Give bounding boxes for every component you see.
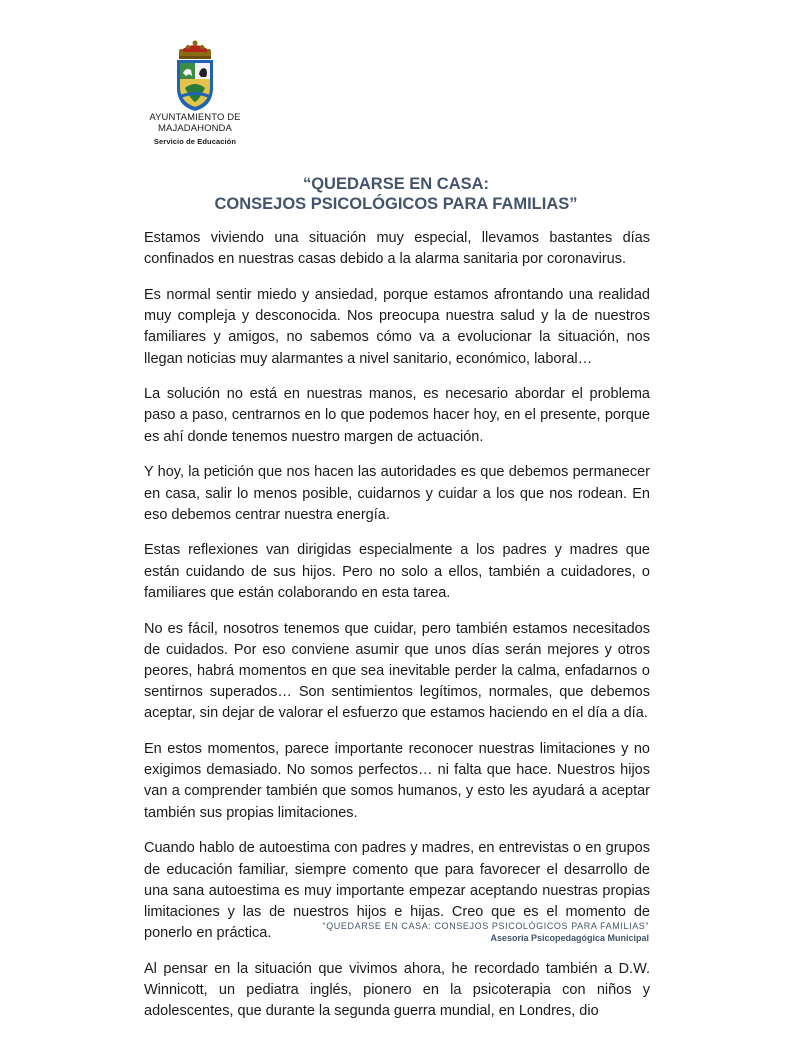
letterhead (130, 40, 260, 146)
org-name-line-1: AYUNTAMIENTO DE (149, 112, 241, 123)
paragraph-2: Es normal sentir miedo y ansiedad, porque estamos afrontando una realidad muy compleja y desconocida. Nos preocupa nuestra salud y la de nuestros familiares y amigos, no sabemos cómo va a evolucionar la situación, nos llegan noticias muy alarmantes a nivel sanitario, económico, laboral… (144, 286, 650, 367)
title-line-1: “QUEDARSE EN CASA: (302, 175, 490, 193)
org-name-line-2: MAJADAHONDA (158, 123, 232, 134)
paragraph-1: Estamos viviendo una situación muy especial, llevamos bastantes días confinados en nuestras casas debido a la alarma sanitaria por coronavirus. (144, 230, 650, 268)
department-name: Servicio de Educación (153, 137, 237, 146)
paragraph-3: La solución no está en nuestras manos, es necesario abordar el problema paso a paso, centrarnos en lo que podemos hacer hoy, en el presente, porque es ahí donde tenemos nuestro margen de actuación. (144, 386, 650, 445)
title-line-2: CONSEJOS PSICOLÓGICOS PARA FAMILIAS” (214, 195, 578, 213)
paragraph-9: Al pensar en la situación que vivimos ahora, he recordado también a D.W. Winnicott, un pediatra inglés, pionero en la psicoterapia con niños y adolescentes, que durante la segunda guerra mundial, en Londres, dio (144, 960, 650, 1020)
paragraph-4: Y hoy, la petición que nos hacen las autoridades es que debemos permanecer en casa, salir lo menos posible, cuidarnos y cuidar a los que nos rodean. En eso debemos centrar nuestra energía. (144, 464, 650, 523)
paragraph-5: Estas reflexiones van dirigidas especialmente a los padres y madres que están cuidando de sus hijos. Pero no solo a ellos, también a cuidadores, o familiares que están colaborando en esta tarea. (144, 542, 650, 601)
paragraph-6: No es fácil, nosotros tenemos que cuidar, pero también estamos necesitados de cuidados. Por eso conviene asumir que unos días serán mejores y otros peores, habrá momentos en que sea inevitable perder la calma, enfadarnos o sentirnos superados… Son sentimientos legítimos, normales, que debemos aceptar, sin dejar de valorar el esfuerzo que estamos haciendo en el día a día. (144, 620, 650, 722)
paragraph-7: En estos momentos, parece importante reconocer nuestras limitaciones y no exigimos demasiado. No somos perfectos… ni falta que hace. Nuestros hijos van a comprender también que somos humanos, y esto les ayudará a aceptar también sus propias limitaciones. (144, 741, 650, 821)
footer-document-title: “QUEDARSE EN CASA: CONSEJOS PSICOLÓGICOS PARA FAMILIAS” (322, 921, 649, 931)
footer-department: Asesoría Psicopedagógica Municipal (490, 933, 649, 943)
document-body (144, 228, 650, 1037)
paragraph-8: Cuando hablo de autoestima con padres y madres, en entrevistas o en grupos de educación familiar, siempre comento que para favorecer el desarrollo de una sana autoestima es muy importante empezar aceptando nuestras propias limitaciones y las de nuestros hijos e hijas. Creo que es el momento de ponerlo en práctica. (144, 840, 650, 942)
page-footer (323, 920, 649, 944)
coat-of-arms-icon (173, 40, 217, 112)
document-title (100, 174, 692, 214)
